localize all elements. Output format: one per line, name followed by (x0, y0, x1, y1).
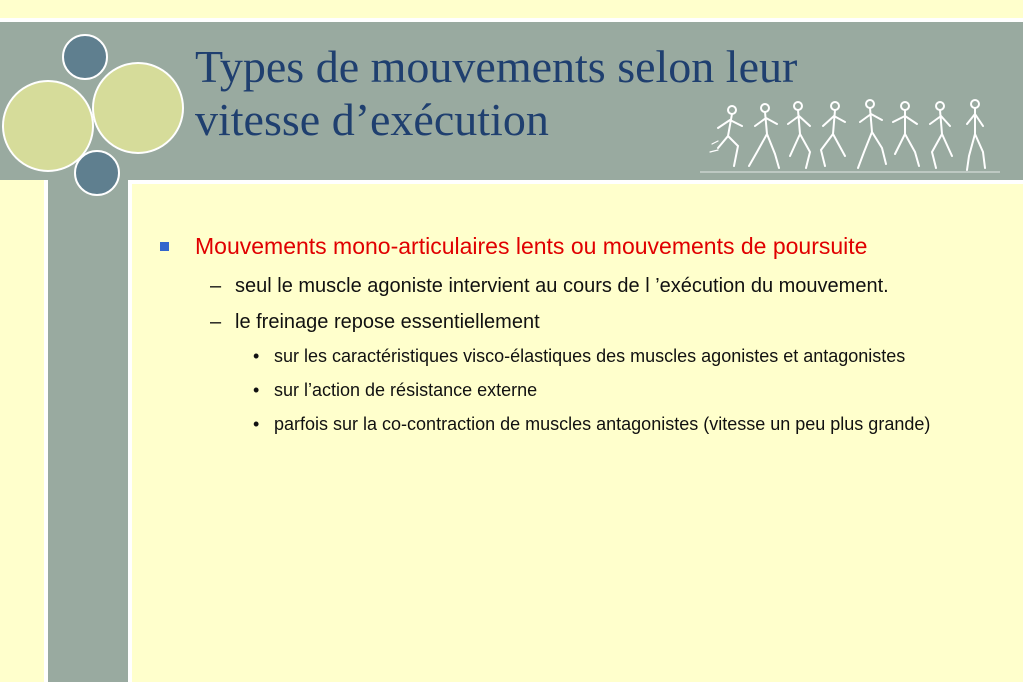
column-divider-right (128, 180, 132, 682)
decor-circle-small-bottom (74, 150, 120, 196)
dot-bullet-icon: • (253, 414, 260, 434)
bullet-level-1 (160, 230, 990, 262)
bullet-level-3-text: sur les caractéristiques visco-élastiques des muscles agonistes et antagonistes (274, 346, 906, 366)
bullet-level-2-text: le freinage repose essentiellement (235, 311, 540, 333)
bullet-level-3 (160, 344, 990, 369)
decor-circle-large-right (92, 62, 184, 154)
bullet-level-1-text: Mouvements mono-articulaires lents ou mouvements de poursuite (195, 233, 868, 259)
bullet-level-2-text: seul le muscle agoniste intervient au cours de l ’exécution du mouvement. (235, 275, 889, 297)
bullet-level-3-text: parfois sur la co-contraction de muscles antagonistes (vitesse un peu plus grande) (274, 414, 931, 434)
bullet-level-2 (160, 272, 990, 301)
title-line-1: Types de mouvements selon leur (195, 41, 798, 92)
bullet-level-3 (160, 378, 990, 403)
dot-bullet-icon: • (253, 380, 260, 400)
decor-circle-small-top (62, 34, 108, 80)
bullet-level-3 (160, 412, 990, 437)
left-stripe (0, 180, 44, 682)
dash-bullet-icon: – (210, 275, 222, 297)
dot-bullet-icon: • (253, 346, 260, 366)
bullet-level-3-text: sur l’action de résistance externe (274, 380, 538, 400)
square-bullet-icon (160, 242, 169, 251)
slide-content (160, 230, 990, 446)
band-bottom-line (132, 180, 1023, 184)
grey-column (48, 180, 128, 682)
title-line-2: vitesse d’exécution (195, 94, 549, 145)
bullet-level-2 (160, 308, 990, 337)
dash-bullet-icon: – (210, 311, 222, 333)
running-figures-icon (700, 96, 1000, 178)
